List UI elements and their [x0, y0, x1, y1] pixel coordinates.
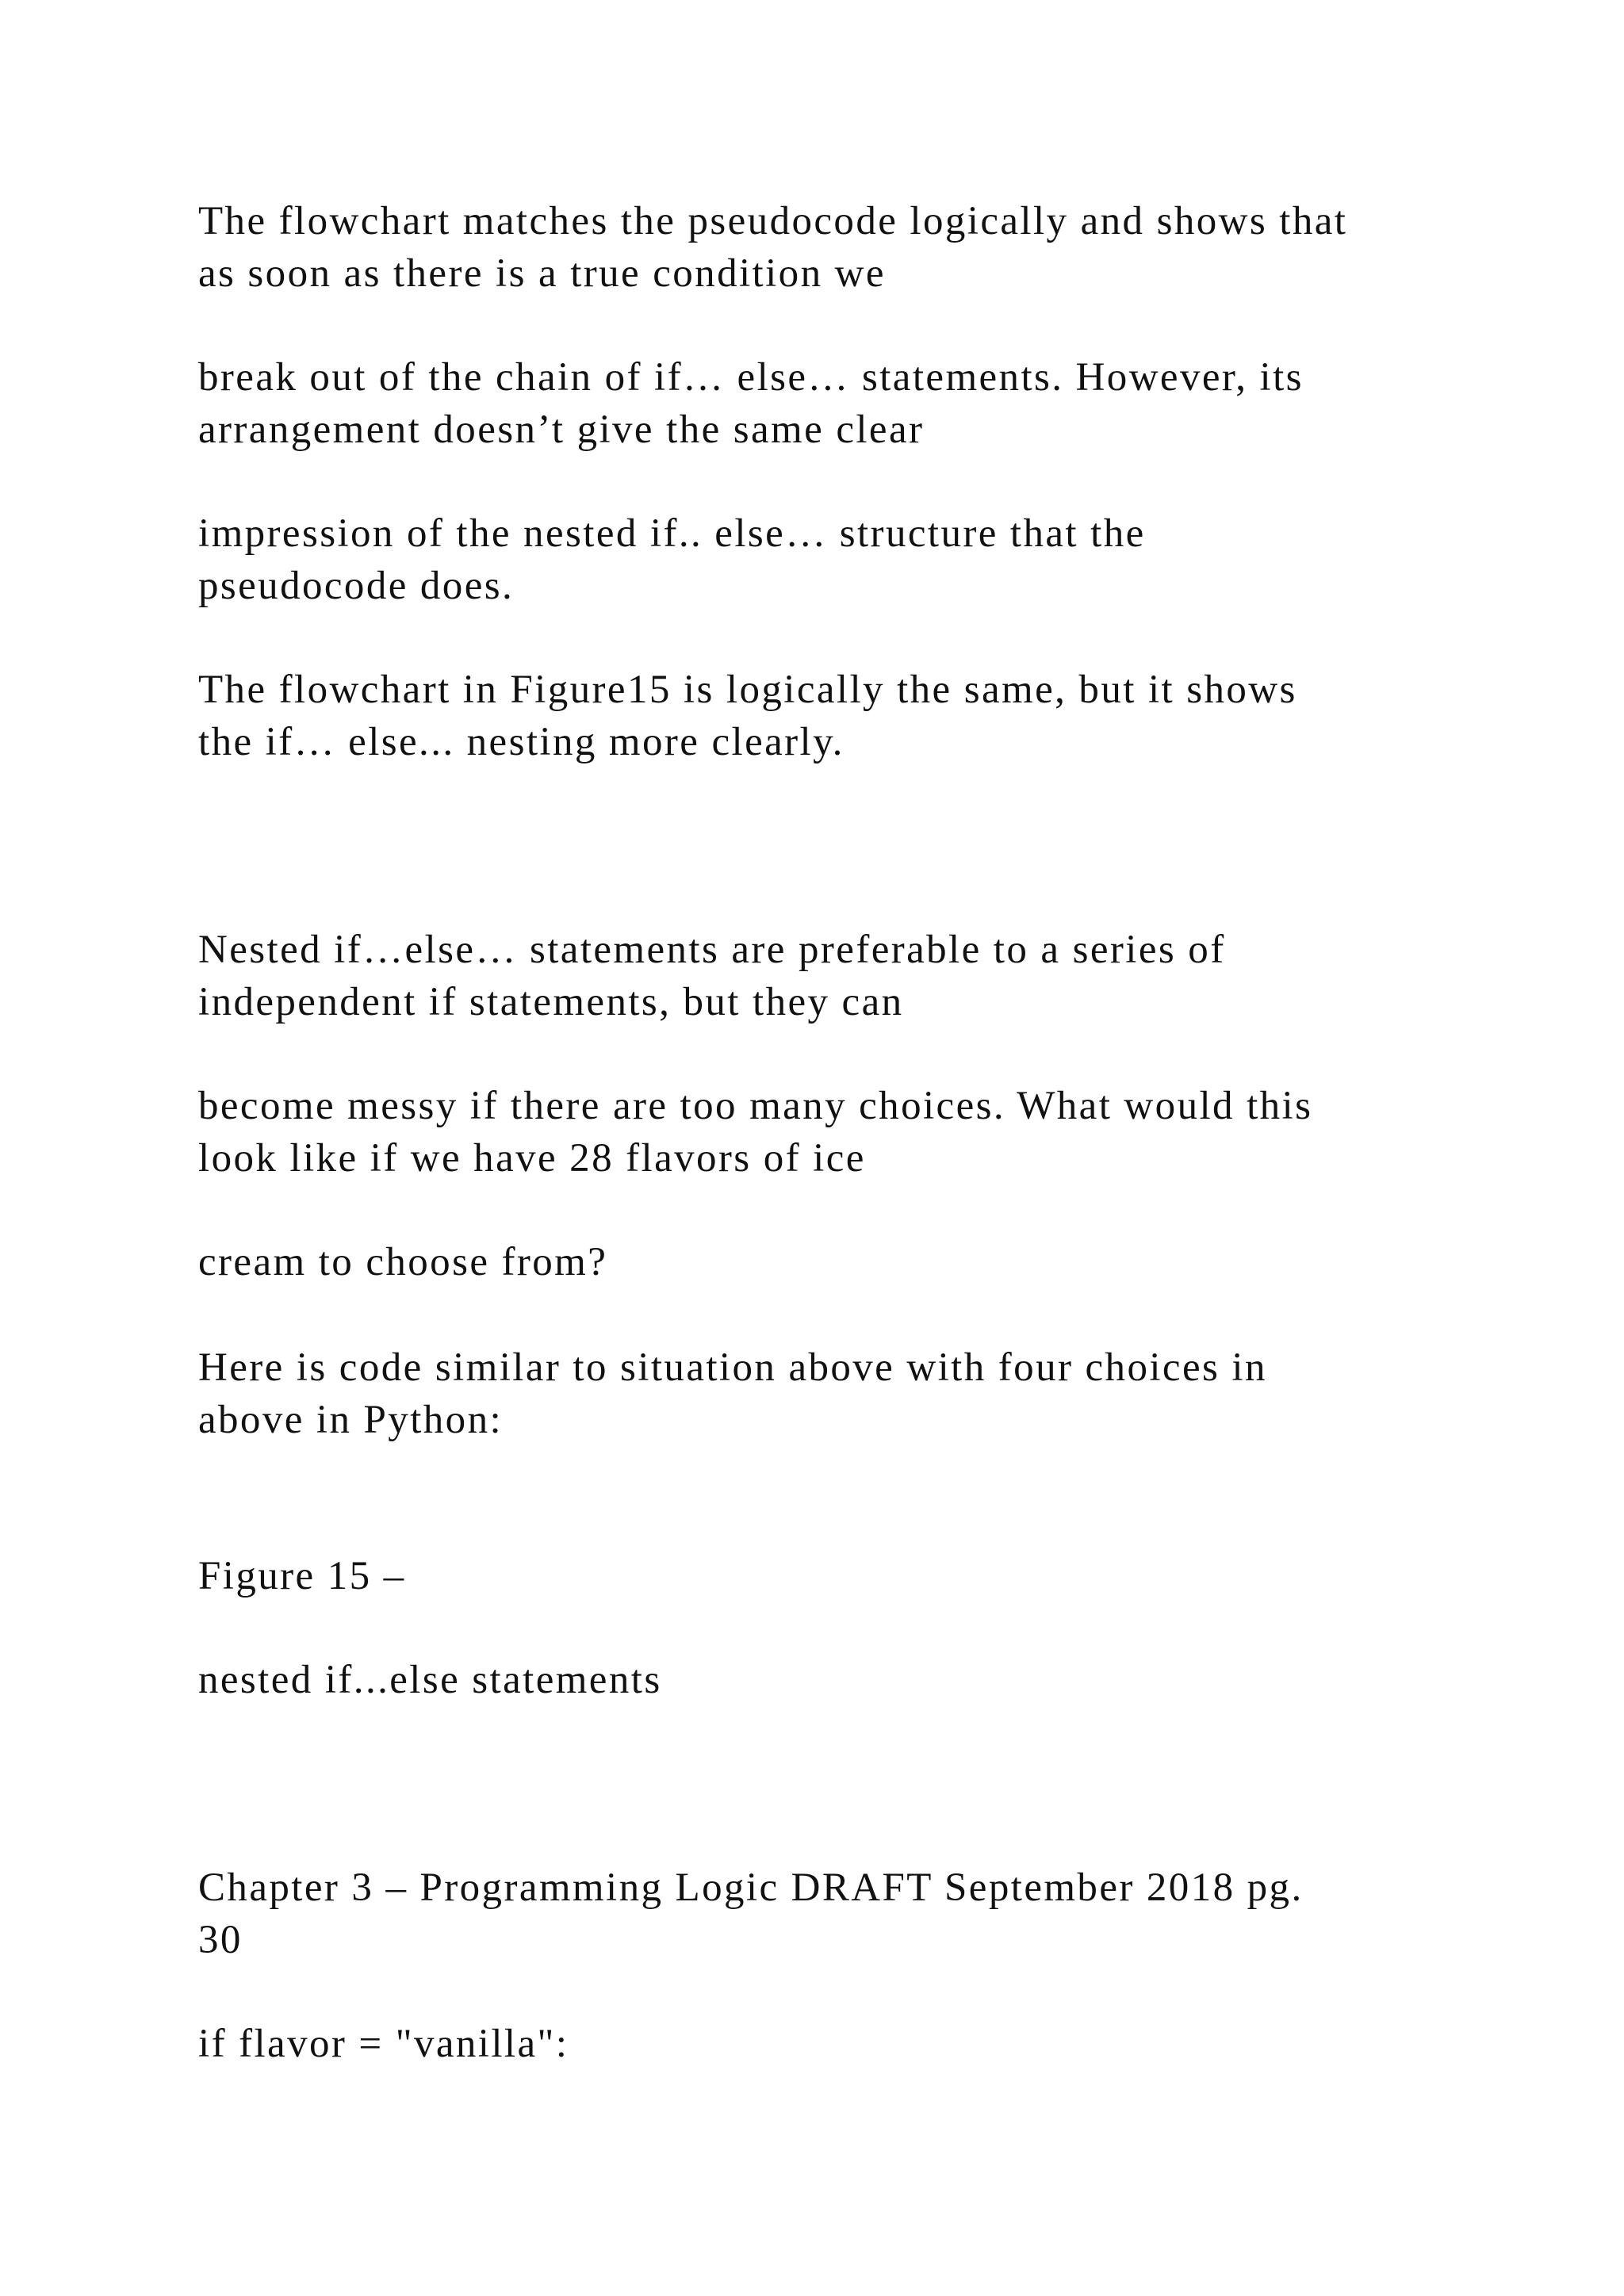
text-line: pseudocode does.	[198, 564, 515, 608]
text-line: independent if statements, but they can	[198, 980, 904, 1024]
text-line: Figure 15 –	[198, 1554, 406, 1598]
text-line: Chapter 3 – Programming Logic DRAFT September 2018 pg.	[198, 1866, 1304, 1910]
text-line: cream to choose from?	[198, 1240, 608, 1284]
text-line: look like if we have 28 flavors of ice	[198, 1136, 866, 1181]
text-line: arrangement doesn’t give the same clear	[198, 408, 925, 452]
text-line: above in Python:	[198, 1398, 504, 1442]
text-line: as soon as there is a true condition we	[198, 251, 886, 296]
text-line: become messy if there are too many choices. What would this	[198, 1084, 1313, 1128]
text-line: if flavor = "vanilla":	[198, 2022, 569, 2066]
text-line: impression of the nested if.. else… structure that the	[198, 511, 1146, 556]
text-line: Nested if…else… statements are preferable to a series of	[198, 928, 1226, 972]
text-line: The flowchart matches the pseudocode logically and shows that	[198, 199, 1348, 243]
text-line: The flowchart in Figure15 is logically the same, but it shows	[198, 668, 1297, 712]
text-line: 30	[198, 1918, 243, 1962]
text-line: break out of the chain of if… else… statements. However, its	[198, 355, 1304, 400]
text-line: Here is code similar to situation above with four choices in	[198, 1345, 1267, 1390]
text-line: nested if...else statements	[198, 1658, 662, 1702]
text-line: the if… else... nesting more clearly.	[198, 720, 845, 764]
